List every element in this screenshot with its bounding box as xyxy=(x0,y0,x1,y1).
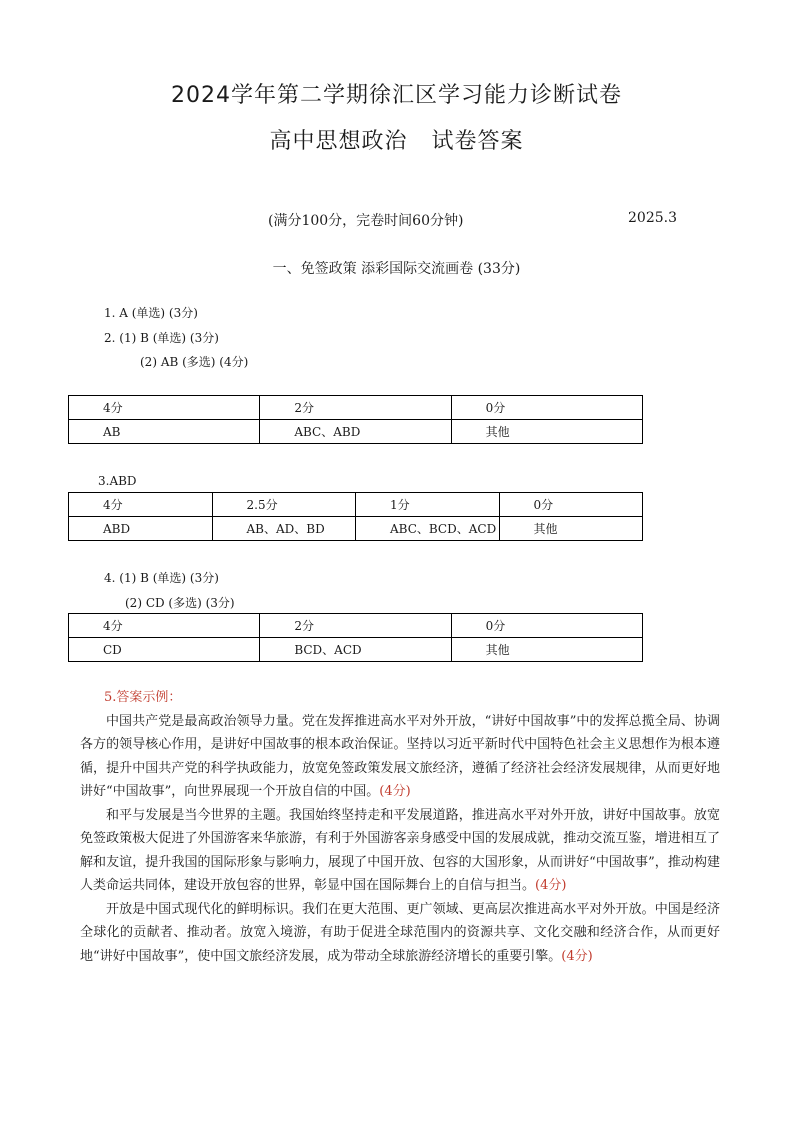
table-cell: 其他 xyxy=(451,638,642,662)
table-cell: AB、AD、BD xyxy=(212,517,356,541)
table-cell: 1分 xyxy=(356,493,500,517)
table-row xyxy=(69,396,643,420)
table-cell: 0分 xyxy=(499,493,643,517)
paragraph-text: 和平与发展是当今世界的主题。我国始终坚持走和平发展道路，推进高水平对外开放，讲好中国故事。放宽免签政策极大促进了外国游客来华旅游，有利于外国游客亲身感受中国的发展成就，推动交流互鉴，增进相互了解和友谊，提升我国的国际形象与影响力，展现了中国开放、包容的大国形象，从而讲好“中国故事”，推动构建人类命运共同体，建设开放包容的世界，彰显中国在国际舞台上的自信与担当。 xyxy=(80,807,720,893)
exam-date: 2025.3 xyxy=(628,210,677,226)
answer-q5-heading: 5.答案示例： xyxy=(104,690,182,705)
answer-q4-2: (2) CD (多选) (3分) xyxy=(125,596,235,610)
score-table-q3 xyxy=(68,492,643,541)
table-row xyxy=(69,638,643,662)
table-cell: 4分 xyxy=(69,614,260,638)
score-mark: (4分) xyxy=(379,784,411,799)
table-cell: 4分 xyxy=(69,493,213,517)
answer-paragraph xyxy=(80,710,720,804)
table-cell: 2分 xyxy=(260,614,451,638)
answer-q2-1: 2. (1) B (单选) (3分) xyxy=(104,331,219,345)
answer-paragraph xyxy=(80,804,720,898)
exam-meta: (满分100分，完卷时间60分钟) xyxy=(268,213,464,229)
section-title: 一、免签政策 添彩国际交流画卷 (33分) xyxy=(272,261,521,277)
table-row xyxy=(69,420,643,444)
table-cell: ABC、BCD、ACD xyxy=(356,517,500,541)
table-cell: AB xyxy=(69,420,260,444)
table-cell: 0分 xyxy=(451,396,642,420)
table-row xyxy=(69,614,643,638)
table-row xyxy=(69,517,643,541)
table-cell: ABD xyxy=(69,517,213,541)
table-cell: 4分 xyxy=(69,396,260,420)
table-cell: 其他 xyxy=(451,420,642,444)
paragraph-text: 开放是中国式现代化的鲜明标识。我们在更大范围、更广领域、更高层次推进高水平对外开放。中国是经济全球化的贡献者、推动者。放宽入境游，有助于促进全球范围内的资源共享、文化交融和经济合作，从而更好地“讲好中国故事”，使中国文旅经济发展，成为带动全球旅游经济增长的重要引擎。 xyxy=(80,901,720,964)
table-cell: 其他 xyxy=(499,517,643,541)
table-row xyxy=(69,493,643,517)
exam-title: 2024学年第二学期徐汇区学习能力诊断试卷 xyxy=(171,83,622,108)
answer-q3: 3.ABD xyxy=(98,474,137,488)
answer-q2-2: (2) AB (多选) (4分) xyxy=(140,355,249,369)
answer-paragraph xyxy=(80,898,720,969)
answer-q1: 1. A (单选) (3分) xyxy=(104,306,198,320)
score-mark: (4分) xyxy=(535,878,567,893)
exam-subtitle: 高中思想政治 试卷答案 xyxy=(269,129,524,154)
answer-q4-1: 4. (1) B (单选) (3分) xyxy=(104,571,219,585)
table-cell: 0分 xyxy=(451,614,642,638)
score-table-q4 xyxy=(68,613,643,662)
table-cell: CD xyxy=(69,638,260,662)
answer-q5 xyxy=(80,686,720,968)
table-cell: ABC、ABD xyxy=(260,420,451,444)
table-cell: 2.5分 xyxy=(212,493,356,517)
score-table-q2 xyxy=(68,395,643,444)
paragraph-text: 中国共产党是最高政治领导力量。党在发挥推进高水平对外开放，“讲好中国故事”中的发挥总揽全局、协调各方的领导核心作用，是讲好中国故事的根本政治保证。坚持以习近平新时代中国特色社会主义思想作为根本遵循，提升中国共产党的科学执政能力，放宽免签政策发展文旅经济，遵循了经济社会经济发展规律，从而更好地讲好“中国故事”，向世界展现一个开放自信的中国。 xyxy=(80,713,720,799)
score-mark: (4分) xyxy=(561,948,593,964)
table-cell: 2分 xyxy=(260,396,451,420)
table-cell: BCD、ACD xyxy=(260,638,451,662)
